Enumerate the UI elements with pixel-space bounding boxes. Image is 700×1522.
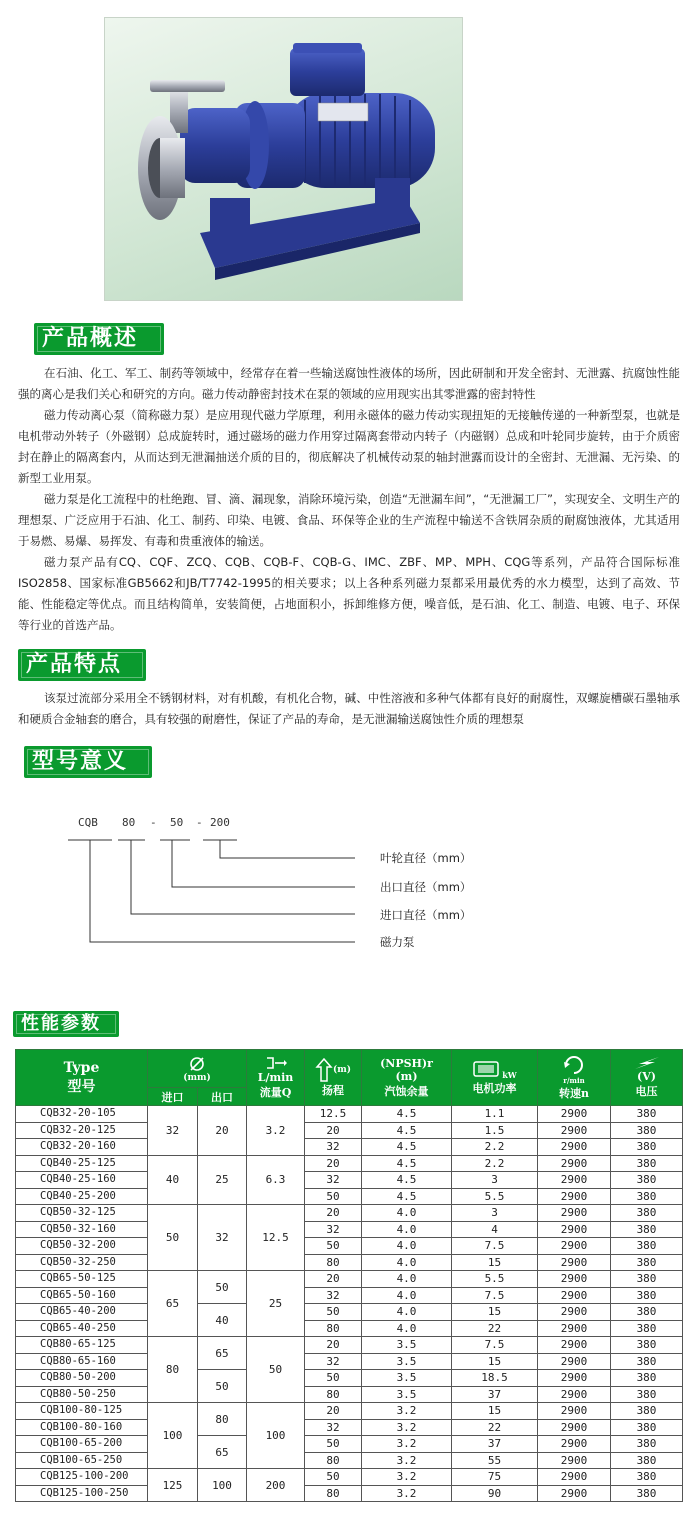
cell-power: 5.5	[452, 1188, 538, 1205]
cell-outlet: 80	[198, 1403, 247, 1436]
cell-npsh: 4.5	[362, 1155, 452, 1172]
model-code-series: CQB	[78, 816, 98, 829]
cell-npsh: 4.0	[362, 1304, 452, 1321]
head-arrow-icon	[315, 1058, 333, 1082]
header-head-label: 扬程	[322, 1083, 344, 1097]
cell-power: 7.5	[452, 1337, 538, 1354]
cell-flow: 50	[247, 1337, 305, 1403]
cell-speed: 2900	[538, 1238, 611, 1255]
cell-power: 18.5	[452, 1370, 538, 1387]
cell-npsh: 3.5	[362, 1337, 452, 1354]
cell-npsh: 4.5	[362, 1139, 452, 1156]
cell-voltage: 380	[611, 1386, 683, 1403]
cell-flow: 12.5	[247, 1205, 305, 1271]
cell-speed: 2900	[538, 1155, 611, 1172]
cell-model: CQB50-32-250	[16, 1254, 148, 1271]
cell-power: 15	[452, 1304, 538, 1321]
cell-power: 7.5	[452, 1238, 538, 1255]
header-type-cn: 型号	[67, 1078, 96, 1095]
cell-head: 32	[305, 1139, 362, 1156]
model-code-inlet: 80	[122, 816, 136, 829]
section-heading-features	[18, 649, 146, 681]
cell-npsh: 3.2	[362, 1419, 452, 1436]
header-flow	[247, 1050, 305, 1106]
overview-paragraph: 磁力传动离心泵（简称磁力泵）是应用现代磁力学原理，利用永磁体的磁力传动实现扭矩的无接触传递的一种新型泵，也就是电机带动外转子（外磁钢）总成旋转时，通过磁场的磁力作用穿过隔离套带动内转子（内磁钢）总成和叶轮同步旋转，由于介质密封在静止的隔离套内，从而达到无泄漏抽送介质的目的，彻底解决了机械传动泵的轴封泄露而设计的全密封、无泄漏、无污染、的新型工业用泵。	[18, 408, 680, 485]
header-voltage-unit: (V)	[637, 1070, 656, 1083]
cell-power: 3	[452, 1172, 538, 1189]
header-npsh-code: (NPSH)r	[380, 1056, 433, 1070]
header-power-unit: kW	[502, 1069, 517, 1080]
cell-model: CQB80-50-250	[16, 1386, 148, 1403]
cell-power: 1.1	[452, 1106, 538, 1123]
cell-model: CQB100-80-160	[16, 1419, 148, 1436]
header-speed	[538, 1050, 611, 1106]
cell-head: 50	[305, 1370, 362, 1387]
table-row	[16, 1238, 683, 1255]
cell-speed: 2900	[538, 1122, 611, 1139]
cell-inlet: 100	[148, 1403, 198, 1469]
cell-model: CQB50-32-125	[16, 1205, 148, 1222]
cell-flow: 200	[247, 1469, 305, 1502]
features-paragraph: 该泵过流部分采用全不锈钢材料，对有机酸，有机化合物，碱、中性溶液和多种气体都有良好的耐腐性，双螺旋槽碳石墨轴承和硬质合金轴套的磨合，具有较强的耐磨性，保证了产品的寿命，是无泄漏输送腐蚀性介质的理想泵	[18, 691, 680, 726]
table-row	[16, 1122, 683, 1139]
cell-npsh: 3.2	[362, 1452, 452, 1469]
cell-model: CQB50-32-160	[16, 1221, 148, 1238]
table-row	[16, 1469, 683, 1486]
table-row	[16, 1221, 683, 1238]
cell-power: 90	[452, 1485, 538, 1502]
table-row	[16, 1271, 683, 1288]
cell-head: 50	[305, 1304, 362, 1321]
overview-paragraph: 在石油、化工、军工、制药等领域中，经常存在着一些输送腐蚀性液体的场所，因此研制和开发全密封、无泄露、抗腐蚀性能强的离心是我们关心和研究的方向。磁力传动静密封技术在泵的领域的应用现实出其零泄露的密封特性	[18, 366, 680, 401]
cell-model: CQB100-65-250	[16, 1452, 148, 1469]
cell-head: 50	[305, 1238, 362, 1255]
cell-npsh: 3.2	[362, 1469, 452, 1486]
cell-power: 15	[452, 1254, 538, 1271]
table-row	[16, 1155, 683, 1172]
flow-icon	[265, 1055, 287, 1071]
cell-model: CQB65-40-250	[16, 1320, 148, 1337]
cell-model: CQB80-50-200	[16, 1370, 148, 1387]
rotation-icon	[562, 1054, 586, 1076]
cell-voltage: 380	[611, 1122, 683, 1139]
cell-npsh: 4.5	[362, 1172, 452, 1189]
cell-voltage: 380	[611, 1370, 683, 1387]
overview-paragraph: 磁力泵产品有CQ、CQF、ZCQ、CQB、CQB-F、CQB-G、IMC、ZBF、MP、MPH、CQG等系列，产品符合国际标准ISO2858、国家标准GB5662和JB/T7742-1995的相关要求；以上各种系列磁力泵都采用最优秀的水力模型，达到了高效、节能、性能稳定等优点。而且结构简单，安装简便，占地面积小，拆卸维修方便，噪音低，是石油、化工、制造、电镀、电子、环保等行业的首选产品。	[18, 555, 680, 632]
cell-power: 37	[452, 1436, 538, 1453]
cell-inlet: 40	[148, 1155, 198, 1205]
cell-voltage: 380	[611, 1353, 683, 1370]
magnetic-pump-illustration	[105, 18, 462, 300]
cell-speed: 2900	[538, 1452, 611, 1469]
cell-speed: 2900	[538, 1419, 611, 1436]
cell-flow: 25	[247, 1271, 305, 1337]
header-head	[305, 1050, 362, 1106]
header-head-unit: (m)	[332, 1064, 352, 1075]
cell-power: 22	[452, 1419, 538, 1436]
header-inlet: 进口	[148, 1088, 198, 1106]
cell-inlet: 32	[148, 1106, 198, 1156]
cell-model: CQB80-65-160	[16, 1353, 148, 1370]
header-voltage-label: 电压	[635, 1085, 658, 1098]
cell-model: CQB40-25-125	[16, 1155, 148, 1172]
cell-speed: 2900	[538, 1304, 611, 1321]
cell-voltage: 380	[611, 1238, 683, 1255]
cell-outlet: 20	[198, 1106, 247, 1156]
cell-power: 2.2	[452, 1139, 538, 1156]
table-row	[16, 1139, 683, 1156]
cell-head: 20	[305, 1337, 362, 1354]
cell-head: 20	[305, 1205, 362, 1222]
cell-outlet: 50	[198, 1370, 247, 1403]
cell-head: 80	[305, 1485, 362, 1502]
header-npsh-label: 汽蚀余量	[384, 1084, 429, 1098]
cell-speed: 2900	[538, 1271, 611, 1288]
cell-voltage: 380	[611, 1287, 683, 1304]
header-type-en: Type	[63, 1059, 100, 1076]
cell-outlet: 40	[198, 1304, 247, 1337]
cell-voltage: 380	[611, 1436, 683, 1453]
model-code-dash: -	[196, 816, 203, 829]
cell-model: CQB125-100-250	[16, 1485, 148, 1502]
model-code-impeller: 200	[210, 816, 230, 829]
header-power-label: 电机功率	[472, 1081, 517, 1095]
header-speed-unit: r/min	[563, 1076, 585, 1085]
cell-npsh: 4.0	[362, 1320, 452, 1337]
cell-power: 75	[452, 1469, 538, 1486]
cell-speed: 2900	[538, 1436, 611, 1453]
cell-voltage: 380	[611, 1469, 683, 1486]
label-outlet-diameter: 出口直径（mm）	[380, 880, 472, 894]
cell-power: 7.5	[452, 1287, 538, 1304]
cell-speed: 2900	[538, 1188, 611, 1205]
header-speed-label: 转速n	[559, 1087, 589, 1100]
cell-power: 3	[452, 1205, 538, 1222]
cell-voltage: 380	[611, 1320, 683, 1337]
cell-npsh: 4.0	[362, 1271, 452, 1288]
section-heading-performance	[13, 1011, 119, 1037]
cell-outlet: 65	[198, 1436, 247, 1469]
cell-model: CQB32-20-105	[16, 1106, 148, 1123]
section-heading-model-meaning	[24, 746, 152, 778]
table-row	[16, 1188, 683, 1205]
cell-npsh: 3.5	[362, 1353, 452, 1370]
table-row	[16, 1320, 683, 1337]
cell-power: 4	[452, 1221, 538, 1238]
overview-paragraph: 磁力泵是化工流程中的杜绝跑、冒、滴、漏现象，消除环境污染，创造“无泄漏车间”，“无泄漏工厂”，实现安全、文明生产的理想泵、广泛应用于石油、化工、制药、印染、电镀、食品、环保等企业的生产流程中输送不含铁屑杂质的耐腐蚀液体，尤其适用于易燃、易爆、易挥发、有毒和贵重液体的输送。	[18, 492, 680, 548]
cell-head: 32	[305, 1419, 362, 1436]
cell-npsh: 3.5	[362, 1386, 452, 1403]
performance-heading-text: 性能参数	[21, 1013, 101, 1034]
cell-voltage: 380	[611, 1172, 683, 1189]
header-voltage	[611, 1050, 683, 1106]
table-row	[16, 1337, 683, 1354]
cell-head: 20	[305, 1122, 362, 1139]
cell-voltage: 380	[611, 1188, 683, 1205]
cell-head: 20	[305, 1403, 362, 1420]
table-row	[16, 1287, 683, 1304]
cell-model: CQB32-20-125	[16, 1122, 148, 1139]
cell-power: 55	[452, 1452, 538, 1469]
cell-voltage: 380	[611, 1254, 683, 1271]
features-text	[18, 688, 680, 730]
cell-head: 32	[305, 1221, 362, 1238]
cell-head: 50	[305, 1469, 362, 1486]
cell-speed: 2900	[538, 1353, 611, 1370]
cell-flow: 6.3	[247, 1155, 305, 1205]
cell-power: 5.5	[452, 1271, 538, 1288]
cell-head: 20	[305, 1155, 362, 1172]
overview-heading-text: 产品概述	[42, 326, 139, 351]
section-heading-overview	[34, 323, 164, 355]
model-code-dash: -	[150, 816, 157, 829]
cell-head: 20	[305, 1271, 362, 1288]
model-meaning-lines	[0, 830, 400, 950]
cell-model: CQB100-65-200	[16, 1436, 148, 1453]
table-row	[16, 1436, 683, 1453]
cell-power: 37	[452, 1386, 538, 1403]
header-npsh	[362, 1050, 452, 1106]
header-outlet: 出口	[198, 1088, 247, 1106]
cell-voltage: 380	[611, 1403, 683, 1420]
cell-model: CQB100-80-125	[16, 1403, 148, 1420]
cell-model: CQB65-50-160	[16, 1287, 148, 1304]
cell-npsh: 4.0	[362, 1254, 452, 1271]
cell-voltage: 380	[611, 1304, 683, 1321]
cell-speed: 2900	[538, 1337, 611, 1354]
cell-speed: 2900	[538, 1287, 611, 1304]
table-row	[16, 1106, 683, 1123]
diameter-icon	[188, 1055, 206, 1073]
motor-icon	[472, 1060, 502, 1080]
cell-head: 80	[305, 1320, 362, 1337]
features-heading-text: 产品特点	[26, 652, 123, 677]
header-flow-unit: L/min	[257, 1071, 294, 1084]
cell-flow: 3.2	[247, 1106, 305, 1156]
cell-npsh: 4.0	[362, 1205, 452, 1222]
table-row	[16, 1452, 683, 1469]
cell-model: CQB50-32-200	[16, 1238, 148, 1255]
cell-npsh: 4.5	[362, 1106, 452, 1123]
product-image	[104, 17, 463, 301]
cell-power: 22	[452, 1320, 538, 1337]
label-inlet-diameter: 进口直径（mm）	[380, 908, 472, 922]
cell-head: 80	[305, 1254, 362, 1271]
cell-model: CQB32-20-160	[16, 1139, 148, 1156]
cell-speed: 2900	[538, 1106, 611, 1123]
cell-speed: 2900	[538, 1403, 611, 1420]
cell-speed: 2900	[538, 1205, 611, 1222]
cell-flow: 100	[247, 1403, 305, 1469]
cell-speed: 2900	[538, 1139, 611, 1156]
cell-voltage: 380	[611, 1452, 683, 1469]
overview-text	[18, 363, 680, 636]
cell-outlet: 50	[198, 1271, 247, 1304]
cell-voltage: 380	[611, 1205, 683, 1222]
cell-model: CQB65-50-125	[16, 1271, 148, 1288]
cell-speed: 2900	[538, 1386, 611, 1403]
cell-npsh: 4.0	[362, 1238, 452, 1255]
lightning-icon	[633, 1056, 661, 1070]
header-diameter-unit: (mm)	[183, 1072, 211, 1083]
cell-model: CQB40-25-200	[16, 1188, 148, 1205]
table-row	[16, 1172, 683, 1189]
cell-voltage: 380	[611, 1337, 683, 1354]
cell-voltage: 380	[611, 1419, 683, 1436]
cell-voltage: 380	[611, 1106, 683, 1123]
header-type	[16, 1050, 148, 1106]
performance-table-body	[16, 1106, 683, 1502]
table-row	[16, 1304, 683, 1321]
header-diameter	[148, 1050, 247, 1088]
table-row	[16, 1254, 683, 1271]
cell-model: CQB125-100-200	[16, 1469, 148, 1486]
cell-speed: 2900	[538, 1485, 611, 1502]
cell-npsh: 4.5	[362, 1122, 452, 1139]
model-meaning-heading-text: 型号意义	[32, 749, 129, 774]
cell-outlet: 25	[198, 1155, 247, 1205]
cell-inlet: 80	[148, 1337, 198, 1403]
cell-npsh: 4.5	[362, 1188, 452, 1205]
cell-voltage: 380	[611, 1221, 683, 1238]
cell-model: CQB65-40-200	[16, 1304, 148, 1321]
cell-npsh: 4.0	[362, 1287, 452, 1304]
cell-npsh: 3.2	[362, 1403, 452, 1420]
cell-npsh: 4.0	[362, 1221, 452, 1238]
cell-model: CQB80-65-125	[16, 1337, 148, 1354]
cell-power: 1.5	[452, 1122, 538, 1139]
cell-head: 32	[305, 1287, 362, 1304]
cell-voltage: 380	[611, 1139, 683, 1156]
cell-outlet: 65	[198, 1337, 247, 1370]
cell-npsh: 3.2	[362, 1436, 452, 1453]
table-row	[16, 1419, 683, 1436]
label-magnetic-pump: 磁力泵	[380, 935, 415, 949]
cell-head: 50	[305, 1436, 362, 1453]
table-row	[16, 1403, 683, 1420]
cell-head: 80	[305, 1452, 362, 1469]
cell-voltage: 380	[611, 1485, 683, 1502]
table-row	[16, 1386, 683, 1403]
header-npsh-unit: (m)	[395, 1069, 418, 1083]
cell-inlet: 125	[148, 1469, 198, 1502]
cell-power: 15	[452, 1353, 538, 1370]
cell-head: 32	[305, 1172, 362, 1189]
model-code-outlet: 50	[170, 816, 184, 829]
cell-speed: 2900	[538, 1370, 611, 1387]
cell-speed: 2900	[538, 1254, 611, 1271]
cell-inlet: 65	[148, 1271, 198, 1337]
label-impeller-diameter: 叶轮直径（mm）	[380, 851, 472, 865]
cell-voltage: 380	[611, 1271, 683, 1288]
cell-head: 32	[305, 1353, 362, 1370]
table-row	[16, 1205, 683, 1222]
cell-power: 15	[452, 1403, 538, 1420]
cell-head: 12.5	[305, 1106, 362, 1123]
cell-speed: 2900	[538, 1221, 611, 1238]
table-row	[16, 1370, 683, 1387]
performance-table	[15, 1049, 683, 1502]
cell-inlet: 50	[148, 1205, 198, 1271]
cell-npsh: 3.5	[362, 1370, 452, 1387]
cell-head: 80	[305, 1386, 362, 1403]
cell-model: CQB40-25-160	[16, 1172, 148, 1189]
cell-voltage: 380	[611, 1155, 683, 1172]
table-row	[16, 1353, 683, 1370]
cell-head: 50	[305, 1188, 362, 1205]
cell-npsh: 3.2	[362, 1485, 452, 1502]
cell-speed: 2900	[538, 1172, 611, 1189]
cell-power: 2.2	[452, 1155, 538, 1172]
cell-speed: 2900	[538, 1320, 611, 1337]
cell-speed: 2900	[538, 1469, 611, 1486]
header-flow-label: 流量Q	[259, 1086, 292, 1099]
cell-outlet: 100	[198, 1469, 247, 1502]
table-row	[16, 1485, 683, 1502]
header-power	[452, 1050, 538, 1106]
cell-outlet: 32	[198, 1205, 247, 1271]
